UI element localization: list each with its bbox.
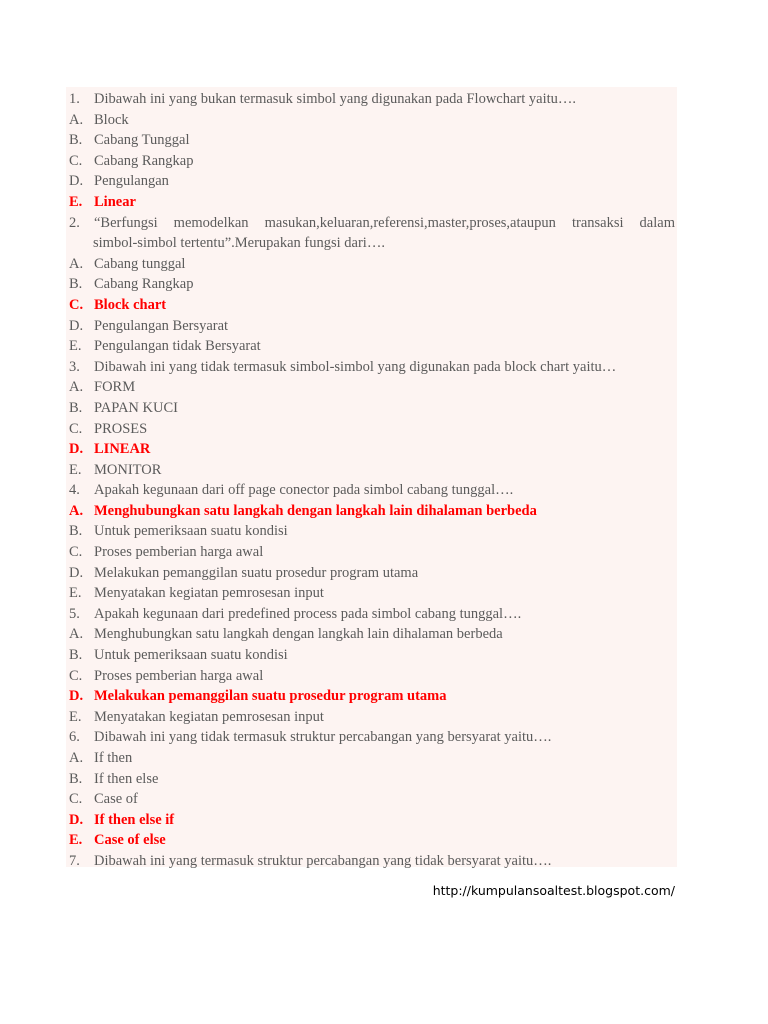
option-line	[66, 336, 677, 357]
line-text: Apakah kegunaan dari predefined process pada simbol cabang tunggal….	[94, 605, 522, 622]
line-marker: A.	[69, 111, 84, 128]
line-text: “Berfungsi memodelkan masukan,keluaran,referensi,master,proses,ataupun transaksi dalam	[94, 214, 675, 231]
line-marker: B.	[69, 523, 83, 540]
line-marker: B.	[69, 770, 83, 787]
line-marker: B.	[69, 399, 83, 416]
line-marker: C.	[69, 667, 83, 684]
line-marker: D.	[69, 688, 84, 705]
line-marker: A.	[69, 502, 84, 519]
option-line	[66, 254, 677, 275]
line-marker: B.	[69, 276, 83, 293]
line-text: Cabang Rangkap	[94, 276, 194, 293]
line-text: Case of	[94, 791, 138, 808]
line-marker: E.	[69, 585, 82, 602]
answer-option-line	[66, 439, 677, 460]
line-marker: A.	[69, 626, 84, 643]
answer-option-line	[66, 810, 677, 831]
line-marker: B.	[69, 132, 83, 149]
option-line	[66, 151, 677, 172]
option-line	[66, 110, 677, 131]
line-marker: 4.	[69, 482, 80, 499]
answer-option-line	[66, 501, 677, 522]
line-marker: E.	[69, 338, 82, 355]
line-marker: E.	[69, 708, 82, 725]
line-marker: C.	[69, 791, 83, 808]
line-text: Pengulangan Bersyarat	[94, 317, 229, 334]
source-url[interactable]: http://kumpulansoaltest.blogspot.com/	[432, 883, 675, 898]
line-marker: D.	[69, 173, 84, 190]
line-text: Melakukan pemanggilan suatu prosedur program utama	[94, 564, 419, 581]
line-text: Proses pemberian harga awal	[94, 667, 264, 684]
line-text: Dibawah ini yang bukan termasuk simbol yang digunakan pada Flowchart yaitu….	[94, 91, 577, 107]
answer-option-line	[66, 830, 677, 851]
line-marker: 6.	[69, 729, 80, 746]
option-line	[66, 419, 677, 440]
line-marker: A.	[69, 750, 84, 766]
line-text: Melakukan pemanggilan suatu prosedur program utama	[94, 688, 447, 705]
answer-option-line	[66, 192, 677, 213]
line-marker: 1.	[69, 91, 80, 107]
line-marker: D.	[69, 564, 84, 581]
line-marker: C.	[69, 296, 84, 313]
line-text: Menghubungkan satu langkah dengan langkah lain dihalaman berbeda	[94, 626, 503, 643]
line-marker: E.	[69, 193, 83, 210]
answer-option-line	[66, 686, 677, 707]
line-text: Untuk pemeriksaan suatu kondisi	[94, 523, 288, 540]
line-text: Linear	[94, 193, 136, 210]
line-text: Menyatakan kegiatan pemrosesan input	[94, 708, 324, 725]
line-text: Block	[94, 111, 129, 128]
question-line	[66, 727, 677, 748]
line-text: LINEAR	[94, 441, 151, 458]
question-line	[66, 604, 677, 625]
option-line	[66, 542, 677, 563]
line-text: Dibawah ini yang termasuk struktur percabangan yang tidak bersyarat yaitu….	[94, 852, 552, 869]
line-marker: 5.	[69, 605, 80, 622]
quiz-page	[66, 87, 677, 867]
line-text: If then else	[94, 770, 159, 787]
option-line	[66, 563, 677, 584]
line-text: MONITOR	[94, 461, 162, 478]
line-marker: A.	[69, 255, 84, 272]
line-marker: C.	[69, 420, 83, 437]
line-text: Block chart	[94, 296, 167, 313]
answer-option-line	[66, 295, 677, 316]
line-text: FORM	[94, 379, 136, 396]
line-text: Apakah kegunaan dari off page conector pada simbol cabang tunggal….	[94, 482, 514, 499]
line-marker: E.	[69, 832, 83, 849]
line-marker: D.	[69, 811, 84, 828]
option-line	[66, 789, 677, 810]
option-line	[66, 460, 677, 481]
option-line	[66, 130, 677, 151]
line-text: Menghubungkan satu langkah dengan langkah lain dihalaman berbeda	[94, 502, 537, 519]
option-line	[66, 316, 677, 337]
line-text: Proses pemberian harga awal	[94, 544, 264, 561]
question-line	[66, 357, 677, 378]
option-line	[66, 377, 677, 398]
question-line	[66, 89, 677, 110]
line-marker: D.	[69, 441, 84, 458]
option-line	[66, 666, 677, 687]
line-text: PROSES	[94, 420, 148, 437]
line-marker: C.	[69, 152, 83, 169]
line-text: Dibawah ini yang tidak termasuk simbol-simbol yang digunakan pada block chart yaitu…	[94, 358, 617, 375]
option-line	[66, 769, 677, 790]
line-text: PAPAN KUCI	[94, 399, 178, 416]
line-text: Pengulangan tidak Bersyarat	[94, 338, 261, 355]
line-marker: C.	[69, 544, 83, 561]
question-line	[66, 480, 677, 501]
line-text: If then else if	[94, 811, 175, 828]
line-text: Pengulangan	[94, 173, 169, 190]
line-text: Cabang Tunggal	[94, 132, 190, 149]
line-text: Dibawah ini yang tidak termasuk struktur percabangan yang bersyarat yaitu….	[94, 729, 552, 746]
line-text: Untuk pemeriksaan suatu kondisi	[94, 647, 288, 664]
line-marker: A.	[69, 379, 84, 396]
option-line	[66, 398, 677, 419]
option-line	[66, 645, 677, 666]
line-text: Cabang tunggal	[94, 255, 186, 272]
option-line	[66, 748, 677, 769]
line-text: Cabang Rangkap	[94, 152, 194, 169]
question-continuation-line	[66, 233, 677, 254]
option-line	[66, 583, 677, 604]
line-marker: 7.	[69, 852, 80, 869]
line-text: Case of else	[94, 832, 166, 849]
quiz-lines	[66, 89, 677, 872]
line-marker: 3.	[69, 358, 80, 375]
line-marker: D.	[69, 317, 84, 334]
line-text: Menyatakan kegiatan pemrosesan input	[94, 585, 324, 602]
option-line	[66, 624, 677, 645]
question-line	[66, 851, 677, 872]
line-marker: E.	[69, 461, 82, 478]
line-marker: 2.	[69, 214, 80, 231]
line-text: simbol-simbol tertentu”.Merupakan fungsi dari….	[93, 235, 385, 252]
line-text: If then	[94, 750, 133, 766]
line-marker: B.	[69, 647, 83, 664]
option-line	[66, 521, 677, 542]
option-line	[66, 274, 677, 295]
question-line	[66, 213, 677, 234]
option-line	[66, 171, 677, 192]
option-line	[66, 707, 677, 728]
